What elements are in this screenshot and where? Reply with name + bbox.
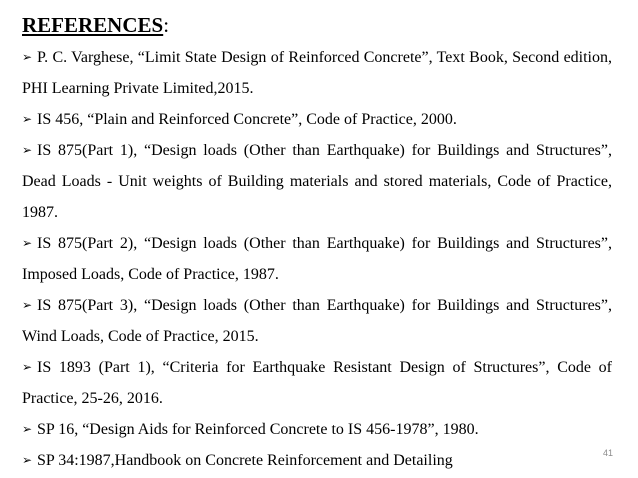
- reference-item: [22, 445, 612, 476]
- reference-item: [22, 42, 612, 104]
- references-heading: [22, 12, 169, 38]
- arrow-bullet-icon: ➢: [22, 236, 33, 250]
- arrow-bullet-icon: ➢: [22, 298, 33, 312]
- reference-item: [22, 104, 612, 135]
- arrow-bullet-icon: ➢: [22, 143, 33, 157]
- reference-item: [22, 135, 612, 228]
- heading-title: REFERENCES: [22, 13, 164, 37]
- references-list: [22, 42, 612, 476]
- arrow-bullet-icon: ➢: [22, 422, 33, 436]
- reference-text: SP 16, “Design Aids for Reinforced Concrete to IS 456-1978”, 1980.: [37, 421, 479, 438]
- arrow-bullet-icon: ➢: [22, 360, 33, 374]
- reference-text: IS 875(Part 3), “Design loads (Other than Earthquake) for Buildings and Structures”, Wind Loads, Code of Practice, 2015.: [22, 297, 612, 345]
- arrow-bullet-icon: ➢: [22, 112, 33, 126]
- reference-text: SP 34:1987,Handbook on Concrete Reinforcement and Detailing: [37, 452, 453, 469]
- reference-item: [22, 352, 612, 414]
- arrow-bullet-icon: ➢: [22, 50, 33, 64]
- heading-colon: :: [163, 13, 170, 37]
- reference-text: IS 875(Part 1), “Design loads (Other than Earthquake) for Buildings and Structures”, Dead Loads - Unit weights of Building materials and stored materials, Code of Practice, 1987.: [22, 142, 612, 221]
- reference-text: IS 456, “Plain and Reinforced Concrete”, Code of Practice, 2000.: [37, 111, 457, 128]
- arrow-bullet-icon: ➢: [22, 453, 33, 467]
- reference-text: IS 875(Part 2), “Design loads (Other than Earthquake) for Buildings and Structures”, Imposed Loads, Code of Practice, 1987.: [22, 235, 612, 283]
- reference-item: [22, 228, 612, 290]
- reference-item: [22, 414, 612, 445]
- reference-text: P. C. Varghese, “Limit State Design of Reinforced Concrete”, Text Book, Second edition, PHI Learning Private Limited,2015.: [22, 49, 612, 97]
- page-number: 41: [602, 448, 613, 458]
- reference-item: [22, 290, 612, 352]
- reference-text: IS 1893 (Part 1), “Criteria for Earthquake Resistant Design of Structures”, Code of Practice, 25-26, 2016.: [22, 359, 612, 407]
